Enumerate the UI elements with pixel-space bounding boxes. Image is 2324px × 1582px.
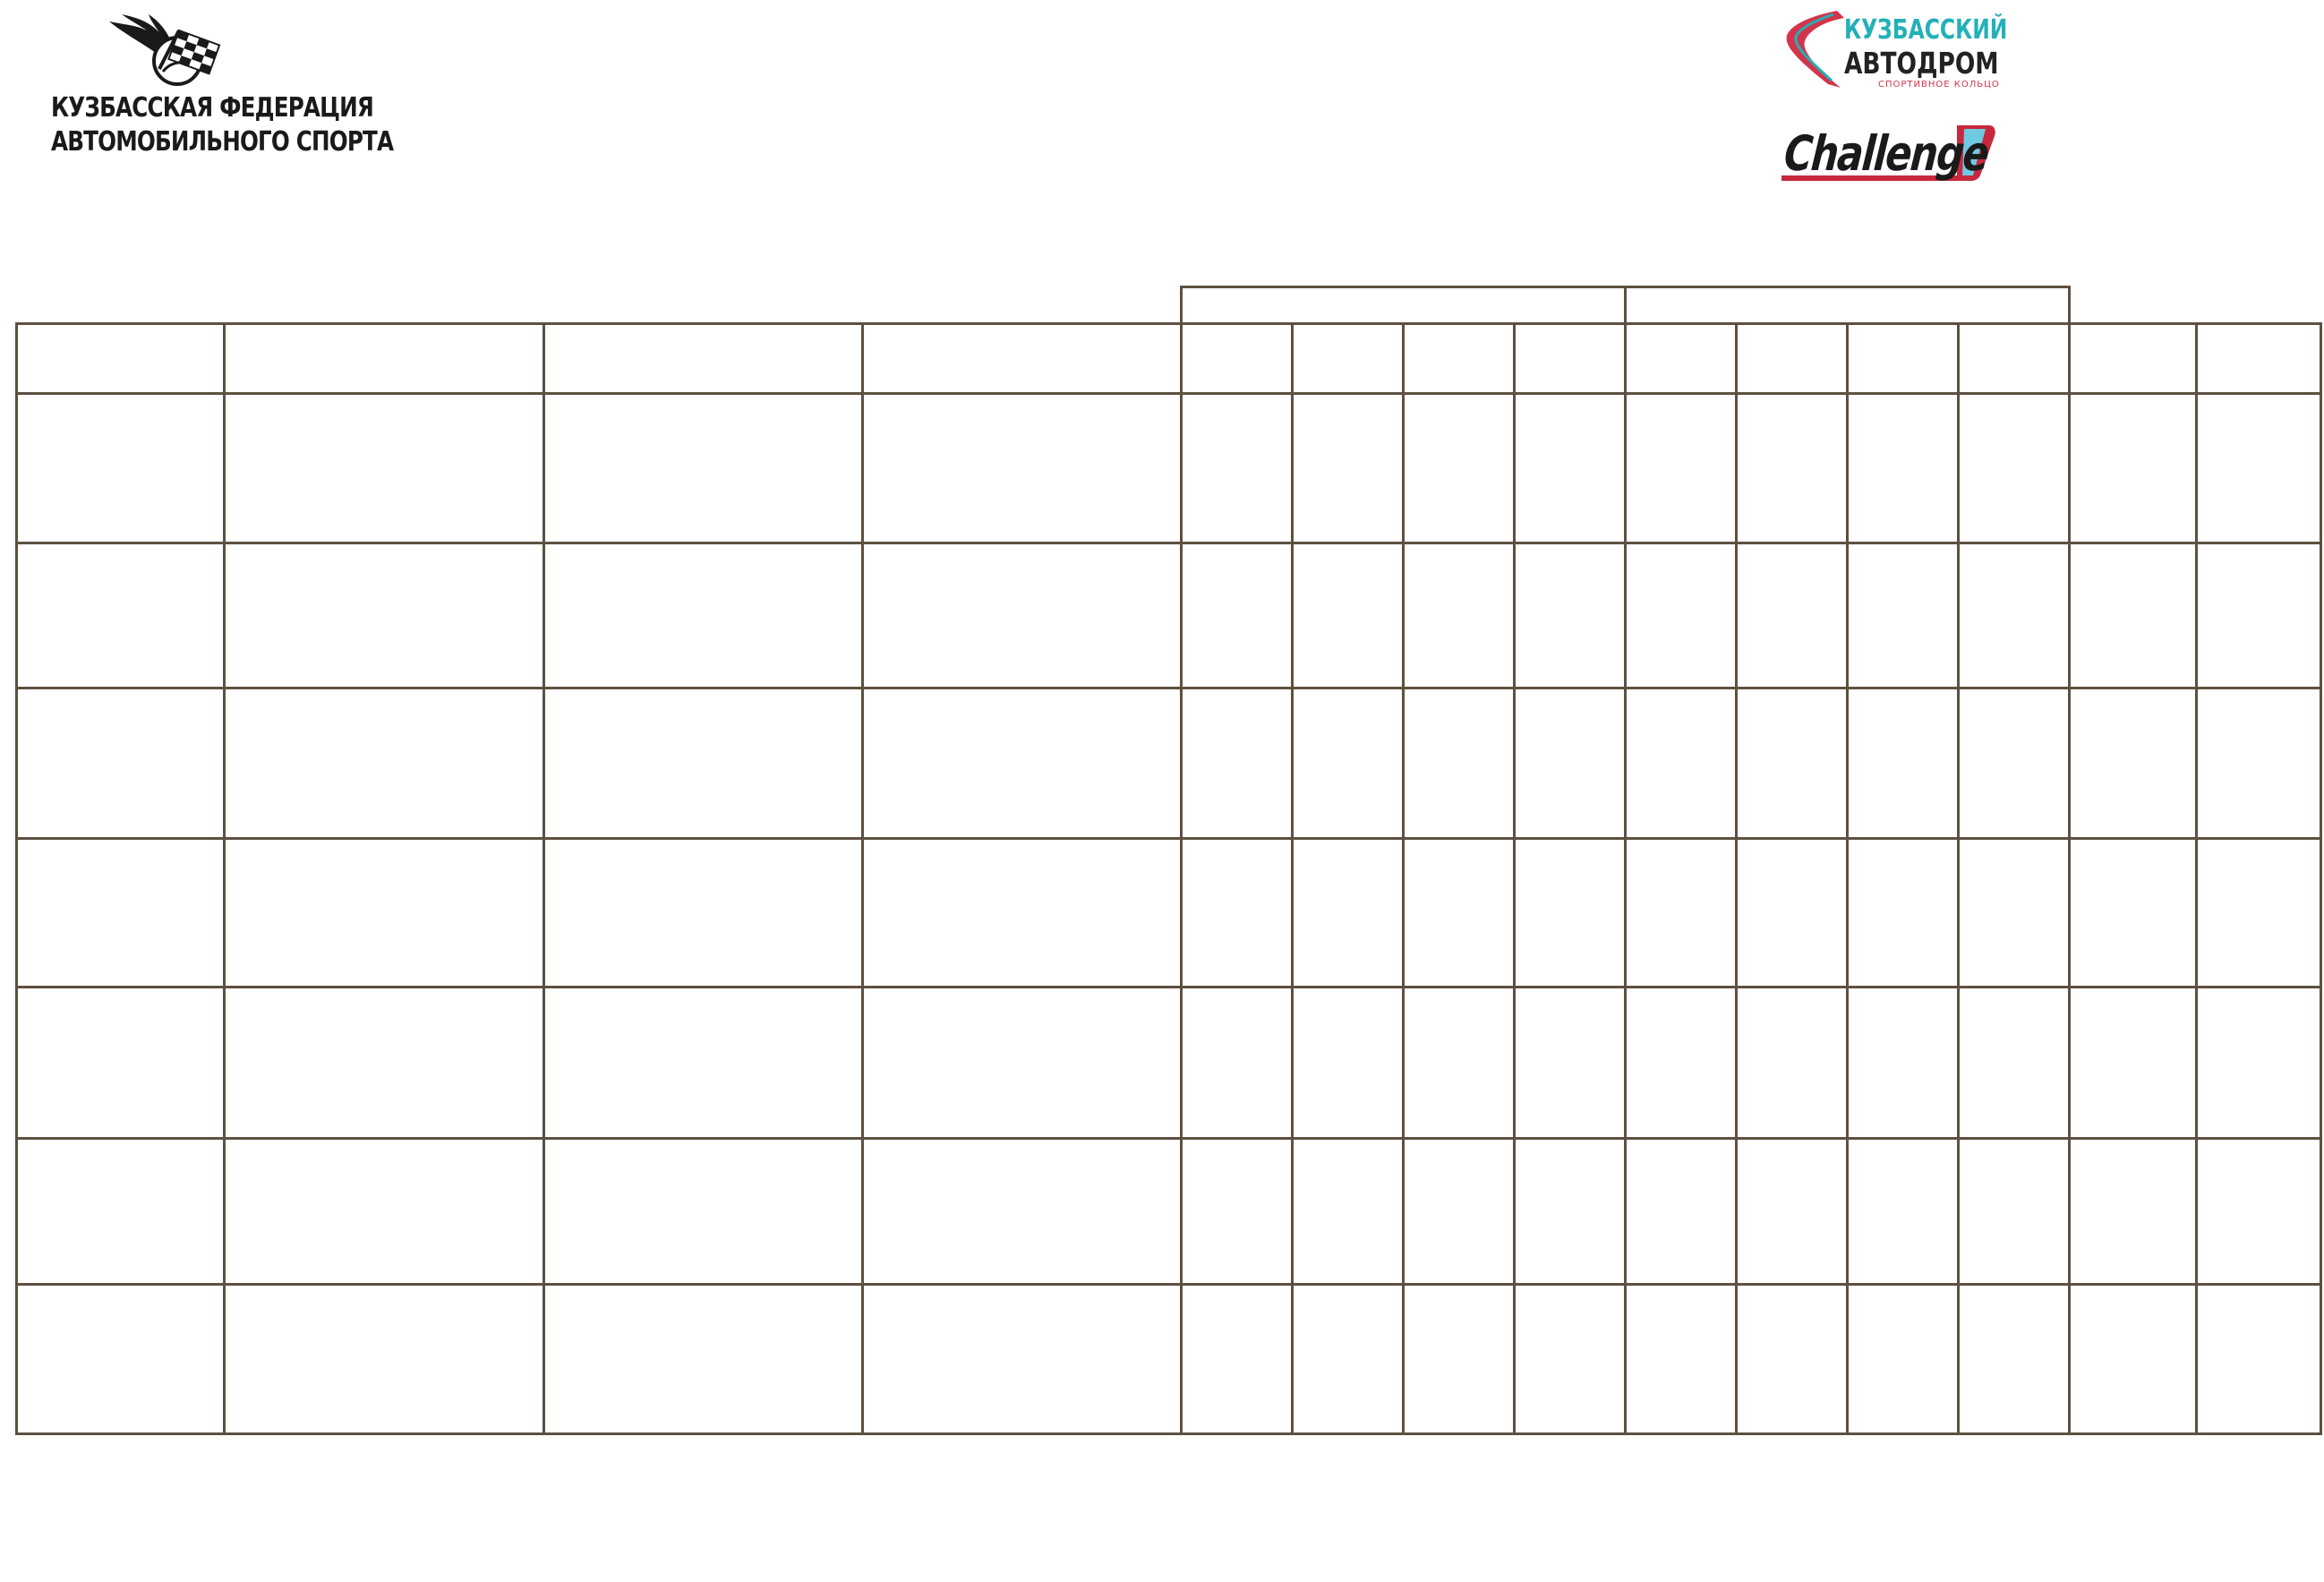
- header-cell: [226, 325, 543, 392]
- group-header-divider-1: [1624, 286, 1627, 325]
- table-cell: [2198, 395, 2322, 542]
- header-cell: [1516, 325, 1624, 392]
- header-cell: [545, 325, 861, 392]
- autodrom-name-line2: АВТОДРОМ: [1844, 46, 1999, 81]
- federation-name: [51, 91, 394, 159]
- row-border-8: [15, 1432, 2322, 1435]
- table-cell: [2198, 988, 2322, 1137]
- table-cell: [1849, 544, 1957, 687]
- table-cell: [226, 988, 543, 1137]
- header-cell: [1627, 325, 1735, 392]
- table-cell: [545, 1140, 861, 1283]
- table-cell: [1849, 1286, 1957, 1432]
- group-header-divider-0: [1180, 286, 1183, 325]
- table-cell: [2071, 544, 2195, 687]
- header-cell: [1849, 325, 1957, 392]
- challenge-logo: [1781, 120, 1996, 184]
- table-cell: [1405, 840, 1513, 986]
- table-cell: [226, 544, 543, 687]
- table-cell: [2071, 1140, 2195, 1283]
- table-cell: [226, 1140, 543, 1283]
- table-cell: [1627, 1286, 1735, 1432]
- table-cell: [1627, 1140, 1735, 1283]
- table-cell: [18, 840, 223, 986]
- table-cell: [545, 840, 861, 986]
- challenge-wordmark: Challenge: [1781, 125, 1991, 182]
- table-cell: [18, 689, 223, 837]
- table-cell: [1294, 988, 1402, 1137]
- federation-name-line2: АВТОМОБИЛЬНОГО СПОРТА: [51, 126, 394, 158]
- table-cell: [2198, 840, 2322, 986]
- table-cell: [1294, 689, 1402, 837]
- federation-name-line1: КУЗБАССКАЯ ФЕДЕРАЦИЯ: [51, 92, 374, 124]
- header-cell: [2071, 325, 2195, 392]
- table-cell: [1627, 395, 1735, 542]
- table-cell: [1960, 1286, 2068, 1432]
- table-cell: [1183, 840, 1291, 986]
- table-cell: [1960, 689, 2068, 837]
- table-cell: [18, 988, 223, 1137]
- table-cell: [1516, 544, 1624, 687]
- table-cell: [1405, 1140, 1513, 1283]
- table-cell: [1516, 689, 1624, 837]
- table-cell: [864, 840, 1180, 986]
- table-cell: [1849, 840, 1957, 986]
- group-header-divider-2: [2068, 286, 2071, 325]
- header-cell: [1294, 325, 1402, 392]
- table-cell: [1960, 840, 2068, 986]
- table-cell: [226, 395, 543, 542]
- table-cell: [864, 1140, 1180, 1283]
- table-cell: [545, 395, 861, 542]
- table-cell: [864, 1286, 1180, 1432]
- table-cell: [1183, 988, 1291, 1137]
- table-cell: [1960, 395, 2068, 542]
- header-cell: [1405, 325, 1513, 392]
- winged-checkered-flag-icon: [109, 13, 235, 86]
- autodrom-tagline: СПОРТИВНОЕ КОЛЬЦО: [1878, 80, 2000, 90]
- table-cell: [1738, 395, 1846, 542]
- table-cell: [545, 1286, 861, 1432]
- table-cell: [1183, 689, 1291, 837]
- table-cell: [545, 544, 861, 687]
- table-cell: [1405, 988, 1513, 1137]
- table-cell: [1738, 544, 1846, 687]
- table-cell: [1183, 395, 1291, 542]
- table-cell: [864, 395, 1180, 542]
- table-cell: [1294, 544, 1402, 687]
- table-cell: [1960, 988, 2068, 1137]
- table-cell: [1960, 1140, 2068, 1283]
- table-cell: [864, 544, 1180, 687]
- table-cell: [2198, 544, 2322, 687]
- header-cell: [864, 325, 1180, 392]
- table-cell: [1627, 689, 1735, 837]
- table-cell: [2071, 988, 2195, 1137]
- table-cell: [545, 988, 861, 1137]
- table-cell: [1849, 689, 1957, 837]
- table-cell: [2071, 840, 2195, 986]
- table-cell: [2071, 1286, 2195, 1432]
- table-cell: [1405, 395, 1513, 542]
- table-cell: [2198, 689, 2322, 837]
- table-cell: [1405, 1286, 1513, 1432]
- table-cell: [1516, 395, 1624, 542]
- table-cell: [1516, 1140, 1624, 1283]
- table-cell: [1294, 1286, 1402, 1432]
- table-cell: [1183, 544, 1291, 687]
- table-cell: [2071, 689, 2195, 837]
- table-cell: [18, 1140, 223, 1283]
- table-cell: [1294, 840, 1402, 986]
- table-cell: [1627, 544, 1735, 687]
- table-cell: [2071, 395, 2195, 542]
- table-cell: [18, 544, 223, 687]
- header-cell: [2198, 325, 2322, 392]
- table-cell: [1627, 840, 1735, 986]
- table-cell: [1405, 689, 1513, 837]
- table-cell: [1405, 544, 1513, 687]
- header-cell: [1738, 325, 1846, 392]
- table-cell: [1960, 544, 2068, 687]
- table-cell: [2198, 1286, 2322, 1432]
- table-cell: [1738, 689, 1846, 837]
- table-cell: [1294, 395, 1402, 542]
- header-cell: [1183, 325, 1291, 392]
- header-cell: [1960, 325, 2068, 392]
- table-cell: [1516, 988, 1624, 1137]
- table-cell: [1516, 1286, 1624, 1432]
- table-cell: [226, 1286, 543, 1432]
- table-cell: [2198, 1140, 2322, 1283]
- table-cell: [1738, 840, 1846, 986]
- table-cell: [545, 689, 861, 837]
- autodrom-name-line1: КУЗБАССКИЙ: [1844, 14, 2008, 46]
- table-cell: [1627, 988, 1735, 1137]
- table-cell: [1738, 1140, 1846, 1283]
- table-cell: [1294, 1140, 1402, 1283]
- table-cell: [18, 395, 223, 542]
- header-cell: [18, 325, 223, 392]
- table-cell: [1183, 1140, 1291, 1283]
- table-cell: [1849, 988, 1957, 1137]
- table-cell: [1849, 1140, 1957, 1283]
- table-cell: [1516, 840, 1624, 986]
- table-cell: [1183, 1286, 1291, 1432]
- table-cell: [226, 840, 543, 986]
- table-cell: [226, 689, 543, 837]
- table-cell: [1849, 395, 1957, 542]
- table-cell: [864, 689, 1180, 837]
- autodrom-logo: [1781, 5, 2008, 95]
- table-cell: [1738, 988, 1846, 1137]
- table-cell: [1738, 1286, 1846, 1432]
- table-cell: [864, 988, 1180, 1137]
- table-cell: [18, 1286, 223, 1432]
- federation-logo: [27, 13, 394, 158]
